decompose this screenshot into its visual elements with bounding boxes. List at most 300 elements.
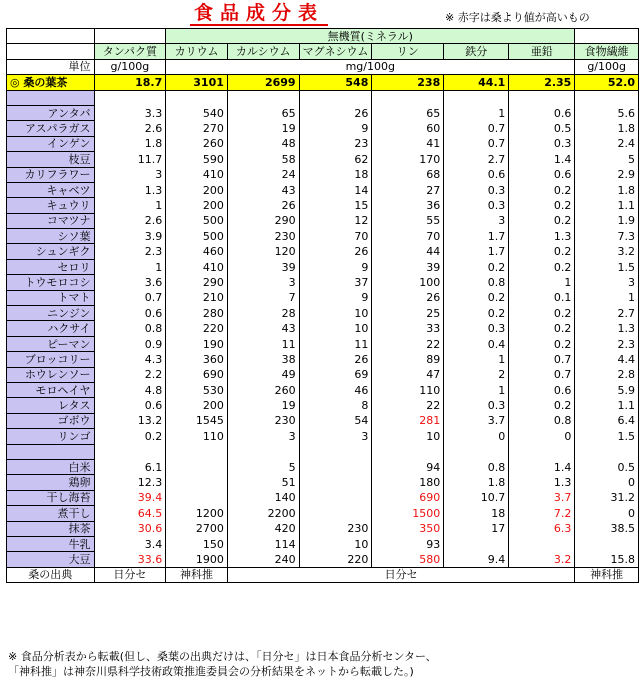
- food-value: 4.4: [575, 352, 639, 367]
- food-value: 5.9: [575, 382, 639, 397]
- food-row: [7, 213, 639, 228]
- food-row: [7, 321, 639, 336]
- food-value: 0.2: [509, 321, 575, 336]
- food-value: 33.6: [94, 552, 166, 567]
- food-value: 25: [372, 306, 444, 321]
- food-row: [7, 198, 639, 213]
- food-value: [575, 536, 639, 551]
- food-name: レタス: [7, 398, 95, 413]
- food-value: 68: [372, 167, 444, 182]
- food-value: 0.3: [444, 321, 509, 336]
- food-value: 100: [372, 275, 444, 290]
- source-note: [8, 649, 437, 679]
- food-value: 10: [299, 536, 372, 551]
- value-blank: [444, 90, 509, 105]
- food-value: 0.7: [444, 121, 509, 136]
- source-value: 神科推: [575, 567, 639, 582]
- food-row: [7, 506, 639, 521]
- food-value: 420: [227, 521, 299, 536]
- food-value: 290: [166, 275, 228, 290]
- unit-mineral: mg/100g: [166, 59, 575, 74]
- source-label: 桑の出典: [7, 567, 95, 582]
- source-value: 日分セ: [227, 567, 574, 582]
- food-value: 114: [227, 536, 299, 551]
- mulberry-value: 52.0: [575, 75, 639, 90]
- food-value: 190: [166, 336, 228, 351]
- food-value: 12: [299, 213, 372, 228]
- food-value: 1545: [166, 413, 228, 428]
- food-name: アスパラガス: [7, 121, 95, 136]
- food-row: [7, 490, 639, 505]
- food-value: 65: [227, 105, 299, 120]
- food-value: 540: [166, 105, 228, 120]
- food-value: 410: [166, 167, 228, 182]
- food-value: [299, 506, 372, 521]
- food-row: [7, 413, 639, 428]
- food-value: [509, 536, 575, 551]
- food-value: 0.8: [509, 413, 575, 428]
- food-row: [7, 536, 639, 551]
- food-value: 19: [227, 398, 299, 413]
- food-name: 煮干し: [7, 506, 95, 521]
- food-value: 2: [444, 367, 509, 382]
- food-name: リンゴ: [7, 429, 95, 444]
- food-row: [7, 290, 639, 305]
- food-value: 5: [227, 459, 299, 474]
- food-name: ニンジン: [7, 306, 95, 321]
- food-value: 590: [166, 152, 228, 167]
- food-value: 0.2: [509, 306, 575, 321]
- source-value: 神科推: [166, 567, 228, 582]
- food-name: インゲン: [7, 136, 95, 151]
- food-composition-table: [6, 28, 639, 583]
- food-value: 0.6: [509, 167, 575, 182]
- value-blank: [575, 444, 639, 459]
- food-value: 11: [299, 336, 372, 351]
- food-value: 94: [372, 459, 444, 474]
- food-value: 44: [372, 244, 444, 259]
- spacer-row: [7, 90, 639, 105]
- food-row: [7, 259, 639, 274]
- food-value: [299, 490, 372, 505]
- food-value: 1.8: [444, 475, 509, 490]
- food-row: [7, 275, 639, 290]
- food-value: [299, 459, 372, 474]
- mulberry-value: 548: [299, 75, 372, 90]
- food-name: ホウレンソー: [7, 367, 95, 382]
- source-note-line-2: 「神科推」は神奈川県科学技術政策推進委員会の分析結果をネットから転載した。): [8, 665, 414, 678]
- food-value: 500: [166, 213, 228, 228]
- food-value: 65: [372, 105, 444, 120]
- mulberry-value: 3101: [166, 75, 228, 90]
- food-value: 1.4: [509, 459, 575, 474]
- column-header: 亜鉛: [509, 44, 575, 59]
- food-value: 7: [227, 290, 299, 305]
- source-row: [7, 567, 639, 582]
- food-name-blank: [7, 444, 95, 459]
- food-value: 0.6: [94, 398, 166, 413]
- food-name: 大豆: [7, 552, 95, 567]
- food-value: 1.1: [575, 198, 639, 213]
- food-value: 1.3: [509, 475, 575, 490]
- food-value: 2.7: [444, 152, 509, 167]
- food-value: 3: [575, 275, 639, 290]
- food-value: 110: [372, 382, 444, 397]
- food-row: [7, 459, 639, 474]
- food-value: 0.3: [509, 136, 575, 151]
- food-value: 0.5: [509, 121, 575, 136]
- food-value: 8: [299, 398, 372, 413]
- value-blank: [227, 90, 299, 105]
- column-header: タンパク質: [94, 44, 166, 59]
- food-value: 18: [444, 506, 509, 521]
- food-value: 0.3: [444, 198, 509, 213]
- food-value: 1.8: [575, 121, 639, 136]
- food-value: 70: [372, 229, 444, 244]
- food-name: セロリ: [7, 259, 95, 274]
- food-value: 5.6: [575, 105, 639, 120]
- food-value: 9: [299, 259, 372, 274]
- food-value: 3: [94, 167, 166, 182]
- food-value: 220: [166, 321, 228, 336]
- food-value: 3.4: [94, 536, 166, 551]
- food-row: [7, 182, 639, 197]
- food-value: 0.8: [444, 459, 509, 474]
- food-value: 1.5: [575, 429, 639, 444]
- column-header-row: [7, 44, 639, 59]
- food-value: 3.3: [94, 105, 166, 120]
- food-value: 290: [227, 213, 299, 228]
- food-value: 9: [299, 290, 372, 305]
- food-value: 140: [227, 490, 299, 505]
- food-value: 530: [166, 382, 228, 397]
- mulberry-value: 18.7: [94, 75, 166, 90]
- food-value: 43: [227, 182, 299, 197]
- food-value: 1.3: [509, 229, 575, 244]
- food-value: 0.2: [94, 429, 166, 444]
- food-value: 6.3: [509, 521, 575, 536]
- food-row: [7, 336, 639, 351]
- food-name: トウモロコシ: [7, 275, 95, 290]
- food-value: 27: [372, 182, 444, 197]
- food-value: 4.8: [94, 382, 166, 397]
- food-name: キュウリ: [7, 198, 95, 213]
- food-value: 230: [299, 521, 372, 536]
- food-value: 22: [372, 398, 444, 413]
- food-name: トマト: [7, 290, 95, 305]
- food-value: 26: [299, 105, 372, 120]
- column-header: リン: [372, 44, 444, 59]
- food-value: 200: [166, 198, 228, 213]
- food-value: 0.2: [509, 244, 575, 259]
- red-text-note: ※ 赤字は桑より値が高いもの: [445, 11, 590, 24]
- food-value: 17: [444, 521, 509, 536]
- food-value: 1.9: [575, 213, 639, 228]
- food-value: 26: [299, 352, 372, 367]
- food-value: 55: [372, 213, 444, 228]
- food-value: 10.7: [444, 490, 509, 505]
- food-value: 48: [227, 136, 299, 151]
- food-value: 0.8: [444, 275, 509, 290]
- food-value: 500: [166, 229, 228, 244]
- food-value: 0.2: [444, 259, 509, 274]
- food-value: [166, 475, 228, 490]
- food-value: 260: [227, 382, 299, 397]
- mulberry-value: 238: [372, 75, 444, 90]
- food-value: 1: [94, 198, 166, 213]
- food-value: 3.9: [94, 229, 166, 244]
- food-name: ピーマン: [7, 336, 95, 351]
- food-value: 410: [166, 259, 228, 274]
- food-value: 43: [227, 321, 299, 336]
- food-value: 26: [299, 244, 372, 259]
- food-value: 7.2: [509, 506, 575, 521]
- food-value: 2700: [166, 521, 228, 536]
- source-note-line-1: ※ 食品分析表から転載(但し、桑葉の出典だけは、「日分セ」は日本食品分析センター、: [8, 650, 437, 663]
- food-value: 0.3: [444, 182, 509, 197]
- food-value: 0.8: [94, 321, 166, 336]
- food-value: 10: [299, 321, 372, 336]
- unit-row: [7, 59, 639, 74]
- food-value: 37: [299, 275, 372, 290]
- food-name: 干し海苔: [7, 490, 95, 505]
- food-value: 51: [227, 475, 299, 490]
- food-value: 58: [227, 152, 299, 167]
- food-name: キャベツ: [7, 182, 95, 197]
- food-value: 93: [372, 536, 444, 551]
- food-value: 12.3: [94, 475, 166, 490]
- food-value: 62: [299, 152, 372, 167]
- value-blank: [509, 90, 575, 105]
- food-value: 5: [575, 152, 639, 167]
- food-value: 38.5: [575, 521, 639, 536]
- column-header: マグネシウム: [299, 44, 372, 59]
- food-value: 200: [166, 182, 228, 197]
- mineral-group-header: 無機質(ミネラル): [166, 29, 575, 44]
- food-value: 1.4: [509, 152, 575, 167]
- food-value: 690: [166, 367, 228, 382]
- group-header-row: [7, 29, 639, 44]
- food-value: 230: [227, 229, 299, 244]
- food-value: 180: [372, 475, 444, 490]
- food-value: 19: [227, 121, 299, 136]
- source-value: 日分セ: [94, 567, 166, 582]
- mulberry-value: 44.1: [444, 75, 509, 90]
- food-value: 120: [227, 244, 299, 259]
- food-value: 200: [166, 398, 228, 413]
- unit-protein: g/100g: [94, 59, 166, 74]
- food-value: 7.3: [575, 229, 639, 244]
- spacer-row: [7, 444, 639, 459]
- food-value: 9: [299, 121, 372, 136]
- column-header: カリウム: [166, 44, 228, 59]
- value-blank: [444, 444, 509, 459]
- food-value: 39: [372, 259, 444, 274]
- food-value: 3: [227, 429, 299, 444]
- food-row: [7, 152, 639, 167]
- food-value: 170: [372, 152, 444, 167]
- food-value: [166, 490, 228, 505]
- food-value: 0.9: [94, 336, 166, 351]
- food-row: [7, 521, 639, 536]
- food-value: 0.2: [509, 259, 575, 274]
- food-value: 15: [299, 198, 372, 213]
- column-header: 食物繊維: [575, 44, 639, 59]
- food-value: 360: [166, 352, 228, 367]
- mulberry-row: [7, 75, 639, 90]
- food-value: 350: [372, 521, 444, 536]
- food-value: 210: [166, 290, 228, 305]
- food-value: 0.7: [509, 352, 575, 367]
- food-value: 2.6: [94, 121, 166, 136]
- food-row: [7, 105, 639, 120]
- food-value: 260: [166, 136, 228, 151]
- food-value: 0: [575, 506, 639, 521]
- food-value: 70: [299, 229, 372, 244]
- food-value: 2.2: [94, 367, 166, 382]
- food-value: 4.3: [94, 352, 166, 367]
- unit-fiber: g/100g: [575, 59, 639, 74]
- food-value: 2.4: [575, 136, 639, 151]
- food-value: 31.2: [575, 490, 639, 505]
- food-value: 24: [227, 167, 299, 182]
- food-value: [444, 536, 509, 551]
- food-value: 15.8: [575, 552, 639, 567]
- food-value: 41: [372, 136, 444, 151]
- food-row: [7, 229, 639, 244]
- food-value: 3.7: [509, 490, 575, 505]
- food-value: 0.2: [444, 306, 509, 321]
- food-value: 0.6: [509, 105, 575, 120]
- page-title: 食品成分表: [190, 2, 328, 26]
- food-value: 36: [372, 198, 444, 213]
- food-value: [166, 459, 228, 474]
- food-value: 0.2: [444, 290, 509, 305]
- food-value: 39: [227, 259, 299, 274]
- food-row: [7, 398, 639, 413]
- mulberry-name: ◎ 桑の葉茶: [7, 75, 95, 90]
- food-value: 30.6: [94, 521, 166, 536]
- food-value: 3.2: [509, 552, 575, 567]
- food-value: 33: [372, 321, 444, 336]
- food-value: [299, 475, 372, 490]
- food-value: 46: [299, 382, 372, 397]
- food-value: 0: [575, 475, 639, 490]
- food-value: 1.1: [575, 398, 639, 413]
- food-value: 1500: [372, 506, 444, 521]
- food-value: 0.2: [509, 336, 575, 351]
- food-value: 1: [575, 290, 639, 305]
- food-row: [7, 429, 639, 444]
- food-value: 13.2: [94, 413, 166, 428]
- food-value: 0.7: [444, 136, 509, 151]
- value-blank: [372, 90, 444, 105]
- value-blank: [94, 90, 166, 105]
- food-name: ブロッコリー: [7, 352, 95, 367]
- food-value: 0.2: [509, 182, 575, 197]
- food-name: ゴボウ: [7, 413, 95, 428]
- mulberry-value: 2.35: [509, 75, 575, 90]
- value-blank: [299, 444, 372, 459]
- food-value: 1200: [166, 506, 228, 521]
- food-value: 0.7: [509, 367, 575, 382]
- food-row: [7, 306, 639, 321]
- food-value: 1.7: [444, 229, 509, 244]
- food-value: 0.3: [444, 398, 509, 413]
- food-name: シュンギク: [7, 244, 95, 259]
- food-value: 0.5: [575, 459, 639, 474]
- food-value: 0.6: [509, 382, 575, 397]
- food-value: 230: [227, 413, 299, 428]
- food-value: 3.7: [444, 413, 509, 428]
- food-value: 0.2: [509, 398, 575, 413]
- food-value: 3: [444, 213, 509, 228]
- food-value: 1: [444, 105, 509, 120]
- food-value: 3: [299, 429, 372, 444]
- food-value: 1900: [166, 552, 228, 567]
- food-value: 3.2: [575, 244, 639, 259]
- food-name: コマツナ: [7, 213, 95, 228]
- food-value: 0.2: [509, 198, 575, 213]
- food-value: 2.3: [575, 336, 639, 351]
- food-value: 110: [166, 429, 228, 444]
- food-value: 54: [299, 413, 372, 428]
- value-blank: [575, 90, 639, 105]
- food-value: 2.3: [94, 244, 166, 259]
- food-value: 2.7: [575, 306, 639, 321]
- food-value: 0.6: [444, 167, 509, 182]
- food-value: 1: [509, 275, 575, 290]
- food-value: 240: [227, 552, 299, 567]
- value-blank: [299, 90, 372, 105]
- food-value: 1: [444, 352, 509, 367]
- food-name: 抹茶: [7, 521, 95, 536]
- food-value: 0.1: [509, 290, 575, 305]
- food-value: 9.4: [444, 552, 509, 567]
- food-value: 1.3: [575, 321, 639, 336]
- food-value: 0: [444, 429, 509, 444]
- food-name: シソ葉: [7, 229, 95, 244]
- food-value: 18: [299, 167, 372, 182]
- food-name: 牛乳: [7, 536, 95, 551]
- food-value: 0.6: [94, 306, 166, 321]
- value-blank: [94, 444, 166, 459]
- food-row: [7, 244, 639, 259]
- food-value: 1: [444, 382, 509, 397]
- value-blank: [227, 444, 299, 459]
- food-value: 22: [372, 336, 444, 351]
- food-value: 3: [227, 275, 299, 290]
- food-name: カリフラワー: [7, 167, 95, 182]
- food-value: 0.7: [94, 290, 166, 305]
- food-value: 10: [372, 429, 444, 444]
- food-value: 0: [509, 429, 575, 444]
- food-value: 11: [227, 336, 299, 351]
- food-value: 89: [372, 352, 444, 367]
- food-value: 38: [227, 352, 299, 367]
- food-value: 1.8: [575, 182, 639, 197]
- food-value: 14: [299, 182, 372, 197]
- column-header: カルシウム: [227, 44, 299, 59]
- food-row: [7, 352, 639, 367]
- food-value: 64.5: [94, 506, 166, 521]
- food-value: 26: [372, 290, 444, 305]
- food-value: 26: [227, 198, 299, 213]
- food-row: [7, 136, 639, 151]
- food-value: 281: [372, 413, 444, 428]
- food-value: 3.6: [94, 275, 166, 290]
- food-value: 28: [227, 306, 299, 321]
